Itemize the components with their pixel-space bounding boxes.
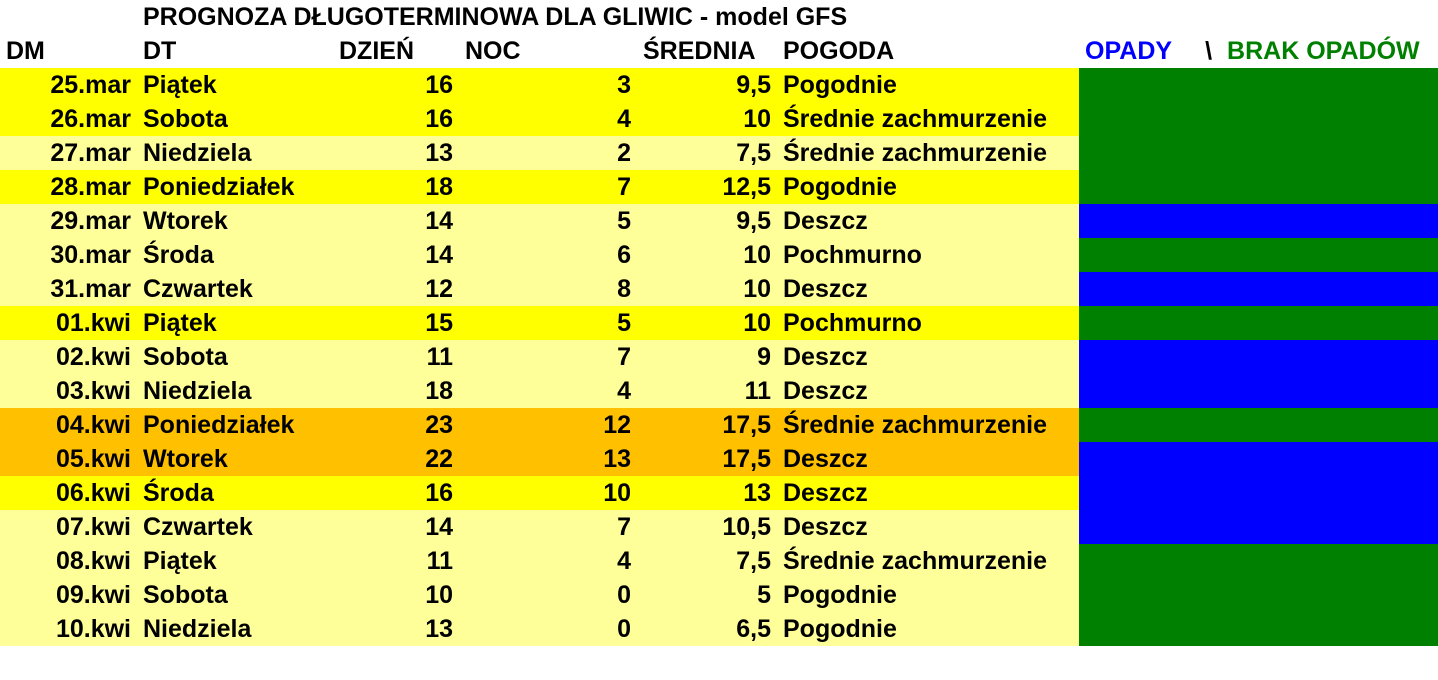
- cell-precip-indicator: [1221, 204, 1438, 238]
- cell-precip-indicator: [1221, 170, 1438, 204]
- cell-date: 09.kwi: [0, 578, 137, 612]
- cell-precip-indicator: [1196, 340, 1221, 374]
- cell-date: 27.mar: [0, 136, 137, 170]
- cell-day-temp: 15: [333, 306, 459, 340]
- cell-weather: Pogodnie: [777, 578, 1079, 612]
- cell-weather: Pochmurno: [777, 306, 1079, 340]
- cell-weather: Średnie zachmurzenie: [777, 136, 1079, 170]
- cell-precip-indicator: [1196, 272, 1221, 306]
- column-header-pogoda: POGODA: [777, 34, 1079, 68]
- cell-precip-indicator: [1196, 170, 1221, 204]
- foot-cell-5: [637, 646, 777, 680]
- cell-day-temp: 11: [333, 544, 459, 578]
- cell-precip-indicator: [1079, 136, 1196, 170]
- cell-day-temp: 16: [333, 476, 459, 510]
- cell-precip-indicator: [1196, 136, 1221, 170]
- cell-precip-indicator: [1221, 136, 1438, 170]
- table-row: [0, 68, 1438, 102]
- cell-precip-indicator: [1221, 578, 1438, 612]
- cell-dayname: Niedziela: [137, 136, 333, 170]
- header-row: [0, 34, 1438, 68]
- cell-precip-indicator: [1221, 442, 1438, 476]
- cell-day-temp: 16: [333, 102, 459, 136]
- table-row: [0, 238, 1438, 272]
- cell-dayname: Piątek: [137, 544, 333, 578]
- cell-day-temp: 14: [333, 204, 459, 238]
- cell-night-temp: 4: [459, 374, 637, 408]
- cell-night-temp: 3: [459, 68, 637, 102]
- column-header-srednia: ŚREDNIA: [637, 34, 777, 68]
- legend-separator: \: [1196, 34, 1221, 68]
- cell-date: 07.kwi: [0, 510, 137, 544]
- table-row: [0, 510, 1438, 544]
- cell-dayname: Środa: [137, 238, 333, 272]
- cell-precip-indicator: [1079, 374, 1196, 408]
- cell-day-temp: 13: [333, 612, 459, 646]
- cell-average-temp: 7,5: [637, 136, 777, 170]
- cell-date: 03.kwi: [0, 374, 137, 408]
- cell-precip-indicator: [1196, 102, 1221, 136]
- cell-night-temp: 13: [459, 442, 637, 476]
- foot-cell-1: [0, 646, 137, 680]
- table-row: [0, 136, 1438, 170]
- foot-cell-9: [1221, 646, 1438, 680]
- table-row: [0, 170, 1438, 204]
- cell-date: 06.kwi: [0, 476, 137, 510]
- cell-date: 29.mar: [0, 204, 137, 238]
- cell-precip-indicator: [1196, 374, 1221, 408]
- cell-dayname: Wtorek: [137, 442, 333, 476]
- cell-date: 28.mar: [0, 170, 137, 204]
- cell-dayname: Sobota: [137, 102, 333, 136]
- cell-dayname: Czwartek: [137, 272, 333, 306]
- cell-night-temp: 5: [459, 204, 637, 238]
- cell-precip-indicator: [1221, 68, 1438, 102]
- cell-night-temp: 6: [459, 238, 637, 272]
- column-header-dzien: DZIEŃ: [333, 34, 459, 68]
- forecast-rows: [0, 68, 1438, 646]
- cell-date: 30.mar: [0, 238, 137, 272]
- table-row: [0, 306, 1438, 340]
- cell-dayname: Niedziela: [137, 612, 333, 646]
- cell-precip-indicator: [1079, 340, 1196, 374]
- foot-cell-2: [137, 646, 333, 680]
- title-side-cell-1: [1079, 0, 1196, 34]
- cell-night-temp: 12: [459, 408, 637, 442]
- cell-night-temp: 7: [459, 510, 637, 544]
- cell-weather: Pochmurno: [777, 238, 1079, 272]
- cell-night-temp: 4: [459, 544, 637, 578]
- cell-precip-indicator: [1079, 170, 1196, 204]
- cell-weather: Pogodnie: [777, 68, 1079, 102]
- cell-precip-indicator: [1079, 578, 1196, 612]
- cell-dayname: Piątek: [137, 306, 333, 340]
- column-header-noc: NOC: [459, 34, 637, 68]
- cell-average-temp: 17,5: [637, 408, 777, 442]
- cell-average-temp: 12,5: [637, 170, 777, 204]
- cell-precip-indicator: [1079, 612, 1196, 646]
- cell-night-temp: 7: [459, 170, 637, 204]
- cell-average-temp: 17,5: [637, 442, 777, 476]
- cell-precip-indicator: [1221, 340, 1438, 374]
- cell-weather: Średnie zachmurzenie: [777, 102, 1079, 136]
- cell-precip-indicator: [1079, 68, 1196, 102]
- cell-precip-indicator: [1196, 238, 1221, 272]
- cell-precip-indicator: [1079, 204, 1196, 238]
- cell-weather: Pogodnie: [777, 612, 1079, 646]
- cell-average-temp: 7,5: [637, 544, 777, 578]
- sheet-bottom-edge: [0, 646, 1438, 680]
- cell-date: 26.mar: [0, 102, 137, 136]
- title-side-cell-2: [1196, 0, 1221, 34]
- cell-dayname: Sobota: [137, 340, 333, 374]
- cell-precip-indicator: [1221, 476, 1438, 510]
- cell-night-temp: 8: [459, 272, 637, 306]
- cell-weather: Deszcz: [777, 340, 1079, 374]
- cell-precip-indicator: [1221, 374, 1438, 408]
- title-spacer: [0, 0, 137, 34]
- cell-weather: Deszcz: [777, 374, 1079, 408]
- cell-average-temp: 10: [637, 272, 777, 306]
- cell-precip-indicator: [1079, 272, 1196, 306]
- cell-precip-indicator: [1196, 544, 1221, 578]
- cell-precip-indicator: [1196, 442, 1221, 476]
- cell-night-temp: 5: [459, 306, 637, 340]
- cell-precip-indicator: [1196, 204, 1221, 238]
- cell-date: 02.kwi: [0, 340, 137, 374]
- cell-weather: Pogodnie: [777, 170, 1079, 204]
- cell-average-temp: 6,5: [637, 612, 777, 646]
- cell-weather: Deszcz: [777, 272, 1079, 306]
- cell-dayname: Środa: [137, 476, 333, 510]
- cell-precip-indicator: [1196, 612, 1221, 646]
- cell-average-temp: 11: [637, 374, 777, 408]
- cell-night-temp: 0: [459, 612, 637, 646]
- cell-precip-indicator: [1221, 306, 1438, 340]
- cell-day-temp: 23: [333, 408, 459, 442]
- foot-cell-8: [1196, 646, 1221, 680]
- cell-weather: Deszcz: [777, 510, 1079, 544]
- cell-day-temp: 12: [333, 272, 459, 306]
- foot-cell-7: [1079, 646, 1196, 680]
- table-row: [0, 408, 1438, 442]
- cell-day-temp: 18: [333, 374, 459, 408]
- table-row: [0, 102, 1438, 136]
- cell-night-temp: 0: [459, 578, 637, 612]
- cell-date: 08.kwi: [0, 544, 137, 578]
- column-header-dm: DM: [0, 34, 137, 68]
- foot-cell-6: [777, 646, 1079, 680]
- cell-precip-indicator: [1196, 306, 1221, 340]
- cell-day-temp: 10: [333, 578, 459, 612]
- cell-average-temp: 13: [637, 476, 777, 510]
- cell-dayname: Niedziela: [137, 374, 333, 408]
- cell-precip-indicator: [1221, 272, 1438, 306]
- cell-night-temp: 10: [459, 476, 637, 510]
- cell-precip-indicator: [1079, 544, 1196, 578]
- cell-average-temp: 5: [637, 578, 777, 612]
- cell-date: 25.mar: [0, 68, 137, 102]
- cell-dayname: Czwartek: [137, 510, 333, 544]
- cell-precip-indicator: [1221, 238, 1438, 272]
- cell-weather: Średnie zachmurzenie: [777, 408, 1079, 442]
- cell-weather: Średnie zachmurzenie: [777, 544, 1079, 578]
- cell-date: 04.kwi: [0, 408, 137, 442]
- column-header-dt: DT: [137, 34, 333, 68]
- page-title: PROGNOZA DŁUGOTERMINOWA DLA GLIWIC - model GFS: [137, 0, 1079, 34]
- cell-precip-indicator: [1196, 578, 1221, 612]
- legend-label-opady: OPADY: [1079, 34, 1196, 68]
- cell-precip-indicator: [1079, 476, 1196, 510]
- cell-precip-indicator: [1196, 510, 1221, 544]
- cell-date: 01.kwi: [0, 306, 137, 340]
- cell-dayname: Poniedziałek: [137, 408, 333, 442]
- table-row: [0, 374, 1438, 408]
- cell-precip-indicator: [1221, 612, 1438, 646]
- foot-cell-3: [333, 646, 459, 680]
- title-row: [0, 0, 1438, 34]
- cell-precip-indicator: [1196, 408, 1221, 442]
- cell-precip-indicator: [1221, 408, 1438, 442]
- foot-cell-4: [459, 646, 637, 680]
- table-row: [0, 578, 1438, 612]
- table-row: [0, 272, 1438, 306]
- cell-precip-indicator: [1221, 102, 1438, 136]
- cell-weather: Deszcz: [777, 442, 1079, 476]
- cell-day-temp: 22: [333, 442, 459, 476]
- cell-weather: Deszcz: [777, 204, 1079, 238]
- cell-day-temp: 11: [333, 340, 459, 374]
- cell-average-temp: 9: [637, 340, 777, 374]
- cell-precip-indicator: [1196, 476, 1221, 510]
- table-row: [0, 476, 1438, 510]
- cell-average-temp: 9,5: [637, 204, 777, 238]
- cell-date: 31.mar: [0, 272, 137, 306]
- table-row: [0, 442, 1438, 476]
- cell-average-temp: 10: [637, 238, 777, 272]
- cell-day-temp: 16: [333, 68, 459, 102]
- cell-precip-indicator: [1079, 510, 1196, 544]
- table-row: [0, 612, 1438, 646]
- cell-precip-indicator: [1079, 238, 1196, 272]
- cell-day-temp: 18: [333, 170, 459, 204]
- cell-dayname: Sobota: [137, 578, 333, 612]
- cell-date: 05.kwi: [0, 442, 137, 476]
- table-row: [0, 204, 1438, 238]
- cell-average-temp: 9,5: [637, 68, 777, 102]
- cell-precip-indicator: [1196, 68, 1221, 102]
- cell-night-temp: 2: [459, 136, 637, 170]
- cell-average-temp: 10: [637, 102, 777, 136]
- table-row: [0, 340, 1438, 374]
- cell-dayname: Poniedziałek: [137, 170, 333, 204]
- cell-night-temp: 7: [459, 340, 637, 374]
- title-side-cell-3: [1221, 0, 1438, 34]
- cell-date: 10.kwi: [0, 612, 137, 646]
- cell-night-temp: 4: [459, 102, 637, 136]
- cell-precip-indicator: [1079, 102, 1196, 136]
- cell-average-temp: 10,5: [637, 510, 777, 544]
- cell-day-temp: 14: [333, 238, 459, 272]
- cell-precip-indicator: [1079, 442, 1196, 476]
- cell-precip-indicator: [1079, 306, 1196, 340]
- cell-weather: Deszcz: [777, 476, 1079, 510]
- cell-average-temp: 10: [637, 306, 777, 340]
- legend-label-brak-opadow: BRAK OPADÓW: [1221, 34, 1438, 68]
- cell-precip-indicator: [1221, 544, 1438, 578]
- cell-precip-indicator: [1221, 510, 1438, 544]
- cell-day-temp: 14: [333, 510, 459, 544]
- cell-dayname: Wtorek: [137, 204, 333, 238]
- cell-dayname: Piątek: [137, 68, 333, 102]
- cell-day-temp: 13: [333, 136, 459, 170]
- cell-precip-indicator: [1079, 408, 1196, 442]
- table-row: [0, 544, 1438, 578]
